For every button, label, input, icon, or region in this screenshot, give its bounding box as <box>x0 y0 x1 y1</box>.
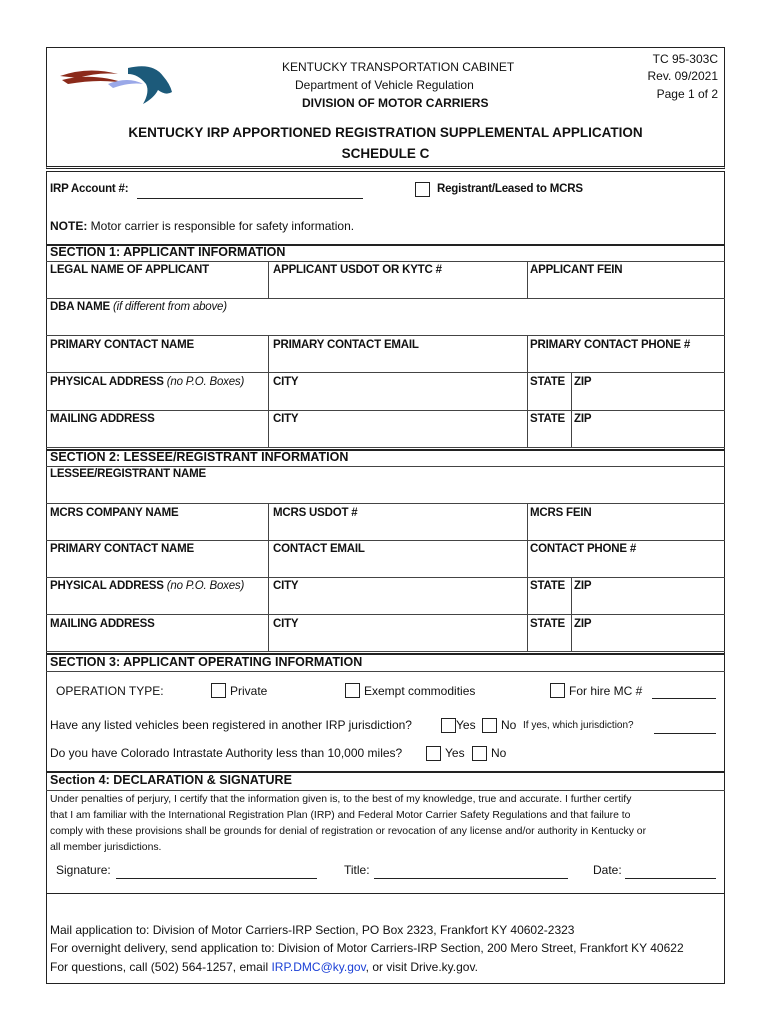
s2-mailing-address-field[interactable]: MAILING ADDRESS <box>50 618 155 630</box>
section-2-title: SECTION 2: LESSEE/REGISTRANT INFORMATION <box>50 450 349 464</box>
date-label: Date: <box>593 863 622 877</box>
safety-note <box>50 219 354 233</box>
private-label: Private <box>230 684 268 698</box>
section-4-title: Section 4: DECLARATION & SIGNATURE <box>50 773 292 787</box>
fein-field[interactable]: APPLICANT FEIN <box>530 264 623 276</box>
jurisdiction-input[interactable] <box>654 733 716 734</box>
note-label: NOTE: <box>50 219 88 233</box>
divider <box>46 261 725 262</box>
mailing-address-field[interactable]: MAILING ADDRESS <box>50 413 155 425</box>
colorado-no-checkbox[interactable] <box>472 746 487 761</box>
colorado-yes-checkbox[interactable] <box>426 746 441 761</box>
irp-question: Have any listed vehicles been registered in another IRP jurisdiction? <box>50 718 412 732</box>
revision: Rev. 09/2021 <box>647 69 718 83</box>
page-number: Page 1 of 2 <box>656 87 718 101</box>
email-link[interactable]: IRP.DMC@ky.gov <box>271 960 366 974</box>
mc-number-input[interactable] <box>652 698 716 699</box>
legal-name-field[interactable]: LEGAL NAME OF APPLICANT <box>50 264 209 276</box>
date-input[interactable] <box>625 878 716 879</box>
signature-label: Signature: <box>56 863 111 877</box>
s2-contact-email-field[interactable]: CONTACT EMAIL <box>273 543 365 555</box>
irp-no-checkbox[interactable] <box>482 718 497 733</box>
s2-mailing-state-field[interactable]: STATE <box>530 618 565 630</box>
title-label: Title: <box>344 863 370 877</box>
signature-input[interactable] <box>116 878 317 879</box>
divider <box>46 298 725 299</box>
divider <box>46 372 725 373</box>
s2-contact-phone-field[interactable]: CONTACT PHONE # <box>530 543 637 555</box>
irp-no-label: No <box>501 718 517 732</box>
usdot-field[interactable]: APPLICANT USDOT OR KYTC # <box>273 264 442 276</box>
lessee-name-field[interactable]: LESSEE/REGISTRANT NAME <box>50 468 206 480</box>
declaration-text: Under penalties of perjury, I certify that the information given is, to the best of my knowledge, true and accurate. I further certify that I am familiar with the International Registration Plan (IRP) and Federal Motor Carrier Safety Regulations and that failure to comply with these provisions shall be grounds for denial of registration or revocation of any license and/or authority in Kentucky or all member jurisdictions. <box>50 794 647 853</box>
contact-phone-field[interactable]: PRIMARY CONTACT PHONE # <box>530 339 691 351</box>
overnight-instructions: For overnight delivery, send application to: Division of Motor Carriers-IRP Section, 200 Mero Street, Frankfort KY 40622 <box>50 941 684 955</box>
irp-yes-label: Yes <box>456 718 476 732</box>
registrant-label: Registrant/Leased to MCRS <box>437 183 583 195</box>
s2-physical-zip-field[interactable]: ZIP <box>574 580 592 592</box>
private-checkbox[interactable] <box>211 683 226 698</box>
s2-physical-address-field[interactable]: PHYSICAL ADDRESS (no P.O. Boxes) <box>50 580 245 592</box>
irp-yes-checkbox[interactable] <box>441 718 456 733</box>
physical-city-field[interactable]: CITY <box>273 376 299 388</box>
divider <box>46 335 725 336</box>
s2-mailing-zip-field[interactable]: ZIP <box>574 618 592 630</box>
physical-zip-field[interactable]: ZIP <box>574 376 592 388</box>
form-number: TC 95-303C <box>652 52 718 66</box>
colorado-yes-label: Yes <box>445 746 465 760</box>
note-text: Motor carrier is responsible for safety information. <box>87 219 355 233</box>
jurisdiction-label: If yes, which jurisdiction? <box>523 720 634 731</box>
registrant-checkbox[interactable] <box>415 182 430 197</box>
department-name: Department of Vehicle Regulation <box>295 78 474 92</box>
operation-type-label: OPERATION TYPE: <box>56 684 164 698</box>
irp-account-label: IRP Account #: <box>50 183 129 195</box>
s2-physical-city-field[interactable]: CITY <box>273 580 299 592</box>
section-3-title: SECTION 3: APPLICANT OPERATING INFORMATION <box>50 655 363 669</box>
division-name: DIVISION OF MOTOR CARRIERS <box>302 96 489 110</box>
for-hire-label: For hire MC # <box>569 684 643 698</box>
section-1-title: SECTION 1: APPLICANT INFORMATION <box>50 245 286 259</box>
physical-address-field[interactable]: PHYSICAL ADDRESS (no P.O. Boxes) <box>50 376 245 388</box>
contact-name-field[interactable]: PRIMARY CONTACT NAME <box>50 339 195 351</box>
mcrs-usdot-field[interactable]: MCRS USDOT # <box>273 507 358 519</box>
divider <box>46 410 725 411</box>
mailing-state-field[interactable]: STATE <box>530 413 565 425</box>
colorado-no-label: No <box>491 746 507 760</box>
kentucky-horse-logo <box>58 62 176 106</box>
s2-physical-state-field[interactable]: STATE <box>530 580 565 592</box>
title-input[interactable] <box>374 878 568 879</box>
for-hire-checkbox[interactable] <box>550 683 565 698</box>
divider <box>46 447 725 448</box>
mcrs-company-field[interactable]: MCRS COMPANY NAME <box>50 507 179 519</box>
exempt-label: Exempt commodities <box>364 684 476 698</box>
mail-instructions: Mail application to: Division of Motor Carriers-IRP Section, PO Box 2323, Frankfort KY 40602-2323 <box>50 923 575 937</box>
questions-text: For questions, call (502) 564-1257, email IRP.DMC@ky.gov, or visit Drive.ky.gov. <box>50 960 478 974</box>
form-title: KENTUCKY IRP APPORTIONED REGISTRATION SUPPLEMENTAL APPLICATION <box>128 125 643 140</box>
form-subtitle: SCHEDULE C <box>341 146 430 161</box>
colorado-question: Do you have Colorado Intrastate Authority less than 10,000 miles? <box>50 746 403 760</box>
mcrs-fein-field[interactable]: MCRS FEIN <box>530 507 592 519</box>
irp-account-input[interactable] <box>137 198 363 199</box>
contact-email-field[interactable]: PRIMARY CONTACT EMAIL <box>273 339 419 351</box>
mailing-city-field[interactable]: CITY <box>273 413 299 425</box>
exempt-checkbox[interactable] <box>345 683 360 698</box>
agency-name: KENTUCKY TRANSPORTATION CABINET <box>282 60 515 74</box>
s2-contact-name-field[interactable]: PRIMARY CONTACT NAME <box>50 543 195 555</box>
s2-mailing-city-field[interactable]: CITY <box>273 618 299 630</box>
mailing-zip-field[interactable]: ZIP <box>574 413 592 425</box>
dba-field[interactable]: DBA NAME (if different from above) <box>50 301 227 313</box>
physical-state-field[interactable]: STATE <box>530 376 565 388</box>
